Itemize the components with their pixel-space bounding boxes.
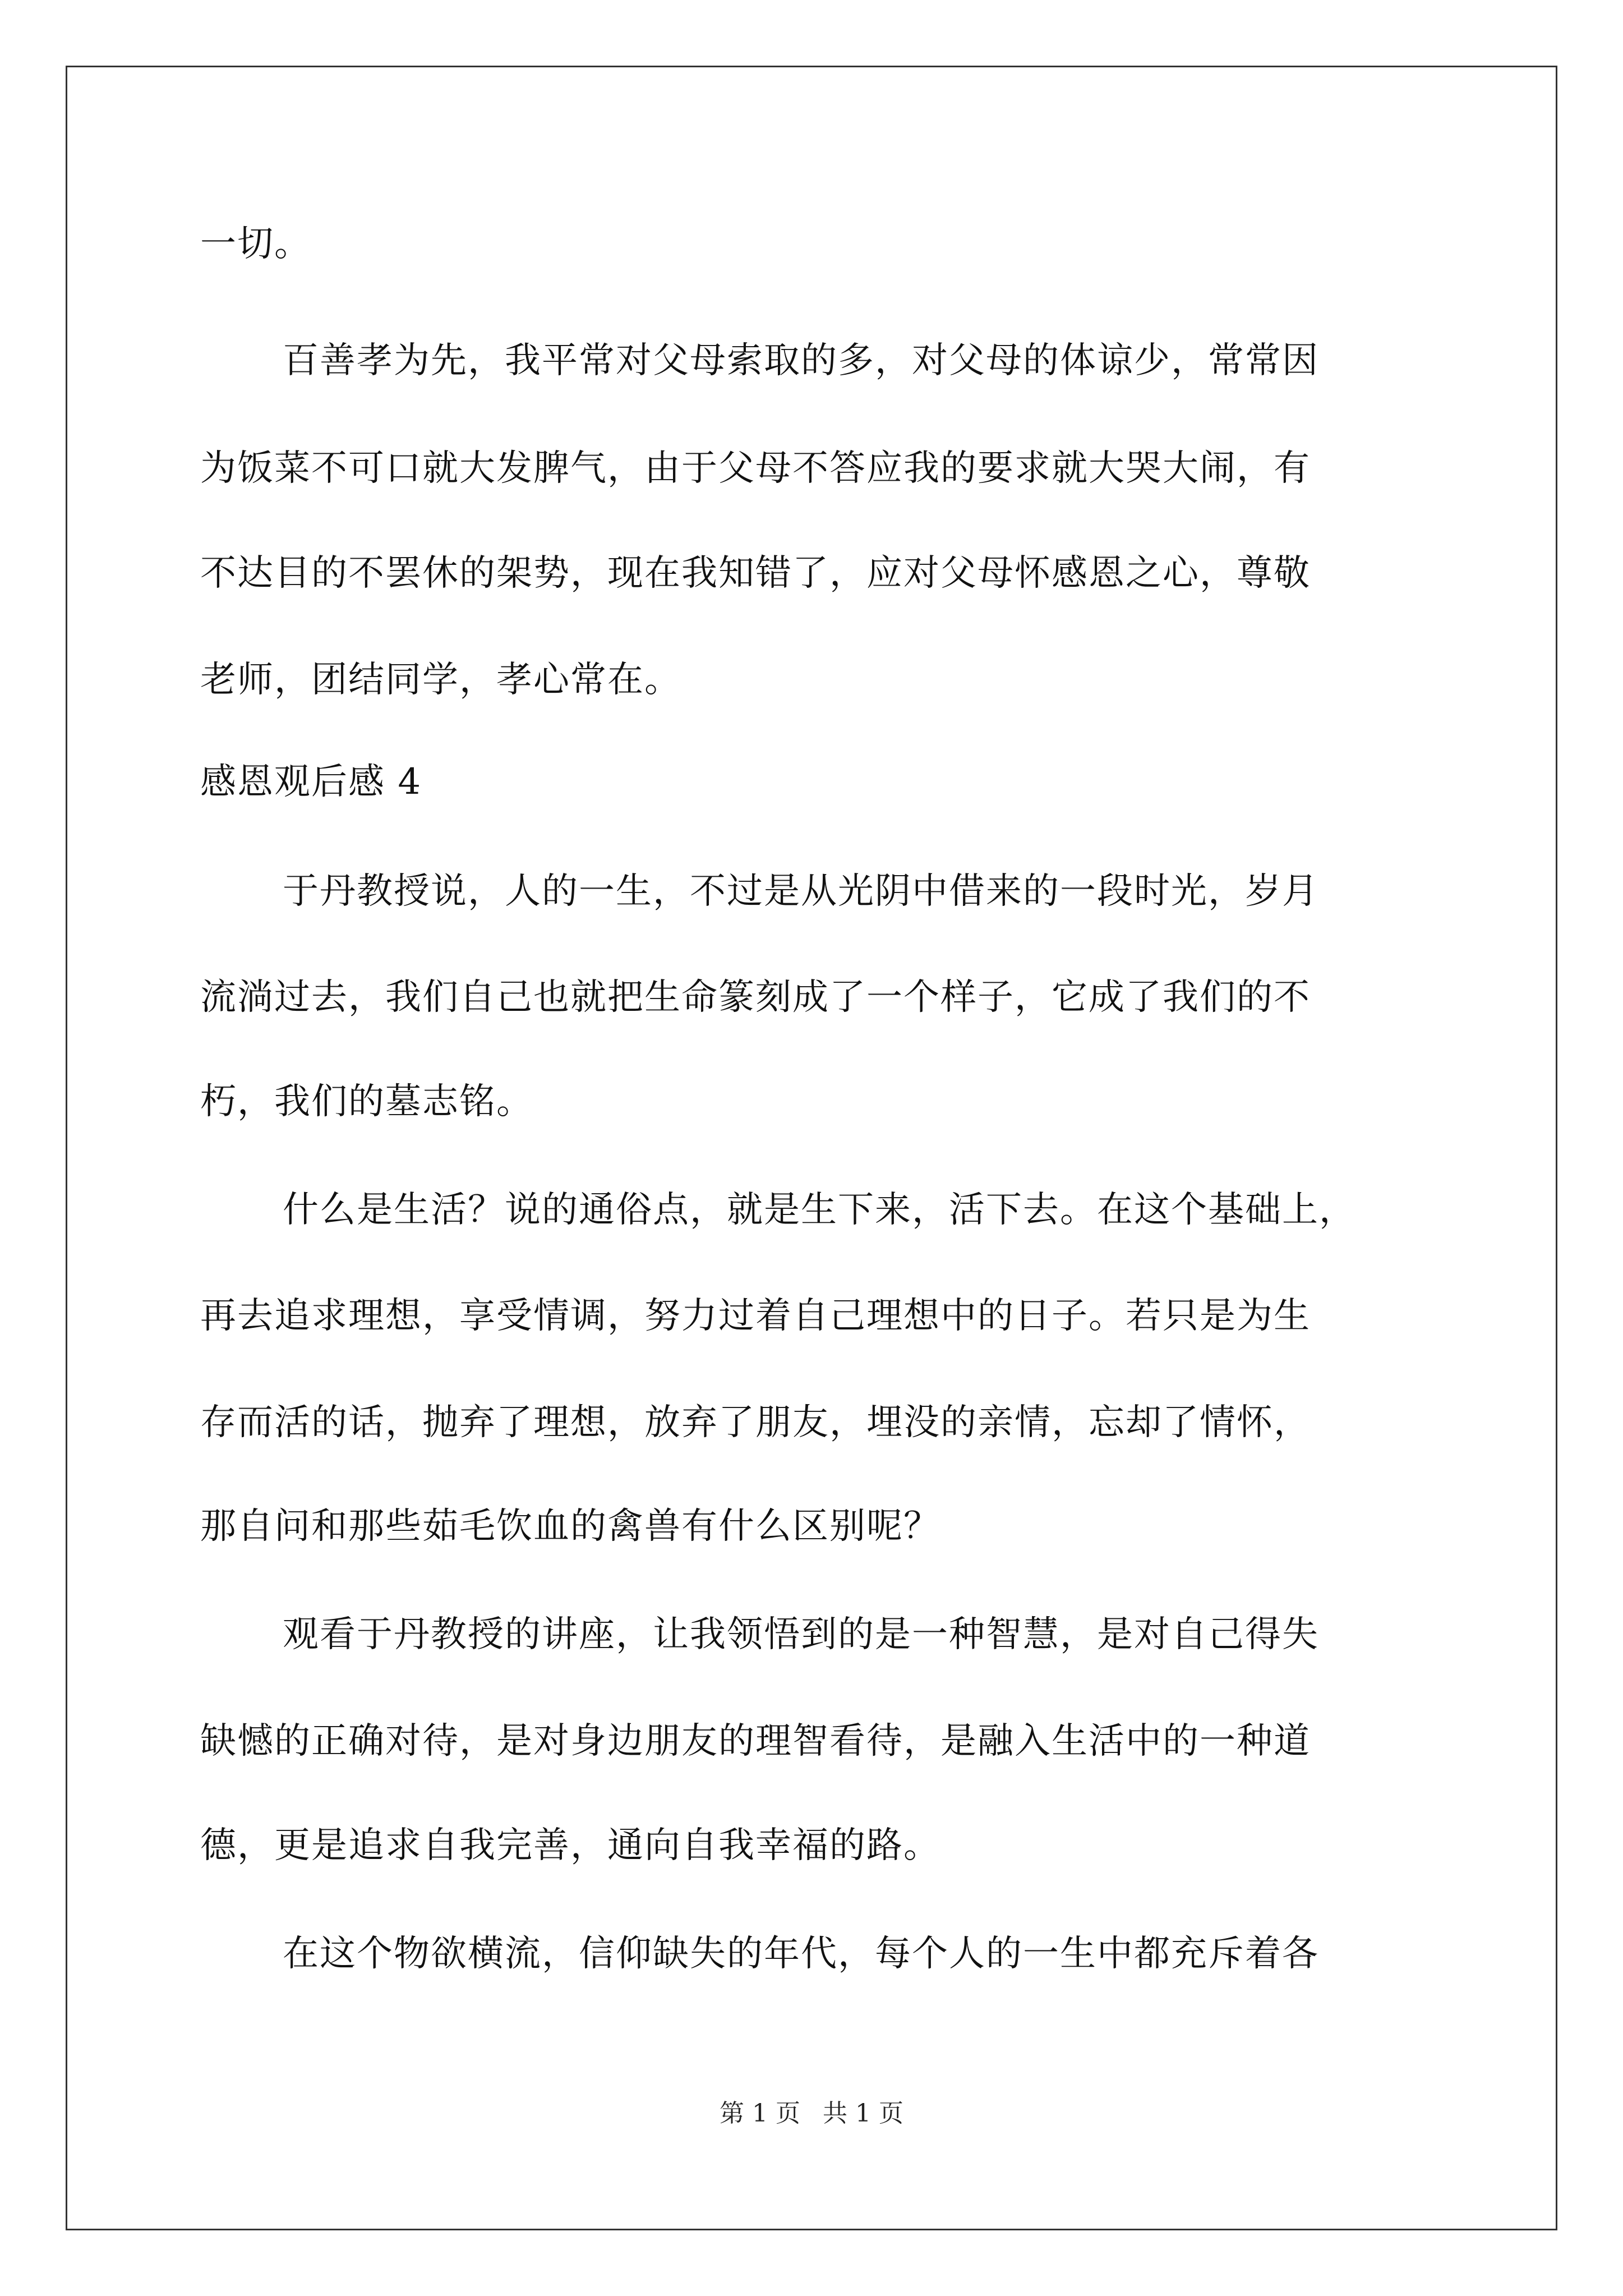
text-line: 于丹教授说，人的一生，不过是从光阴中借来的一段时光，岁月	[283, 871, 1319, 912]
text-line: 缺憾的正确对待，是对身边朋友的理智看待，是融入生活中的一种道	[200, 1720, 1311, 1762]
text-line: 不达目的不罢休的架势，现在我知错了，应对父母怀感恩之心，尊敬	[200, 553, 1311, 594]
page-number: 第 1 页	[720, 2099, 800, 2128]
text-line: 老师，团结同学，孝心常在。	[200, 659, 681, 701]
section-heading: 感恩观后感 4	[200, 761, 422, 803]
page-border	[66, 66, 1557, 2230]
text-line: 那自问和那些茹毛饮血的禽兽有什么区别呢？	[200, 1506, 940, 1547]
page-total: 共 1 页	[823, 2099, 903, 2128]
text-line: 朽，我们的墓志铭。	[200, 1081, 533, 1122]
text-line: 在这个物欲横流，信仰缺失的年代，每个人的一生中都充斥着各	[283, 1933, 1319, 1975]
text-line: 流淌过去，我们自己也就把生命篆刻成了一个样子，它成了我们的不	[200, 977, 1311, 1018]
text-line: 德，更是追求自我完善，通向自我幸福的路。	[200, 1825, 940, 1866]
text-line: 再去追求理想，享受情调，努力过着自己理想中的日子。若只是为生	[200, 1295, 1311, 1337]
page-footer	[0, 2098, 1623, 2129]
text-line: 为饭菜不可口就大发脾气，由于父母不答应我的要求就大哭大闹，有	[200, 448, 1311, 489]
text-line: 观看于丹教授的讲座，让我领悟到的是一种智慧，是对自己得失	[283, 1614, 1319, 1655]
text-line: 百善孝为先，我平常对父母索取的多，对父母的体谅少，常常因	[283, 340, 1319, 381]
text-line: 什么是生活？说的通俗点，就是生下来，活下去。在这个基础上，	[283, 1189, 1356, 1231]
text-line: 存而活的话，抛弃了理想，放弃了朋友，埋没的亲情，忘却了情怀，	[200, 1402, 1311, 1443]
text-line: 一切。	[200, 223, 311, 265]
